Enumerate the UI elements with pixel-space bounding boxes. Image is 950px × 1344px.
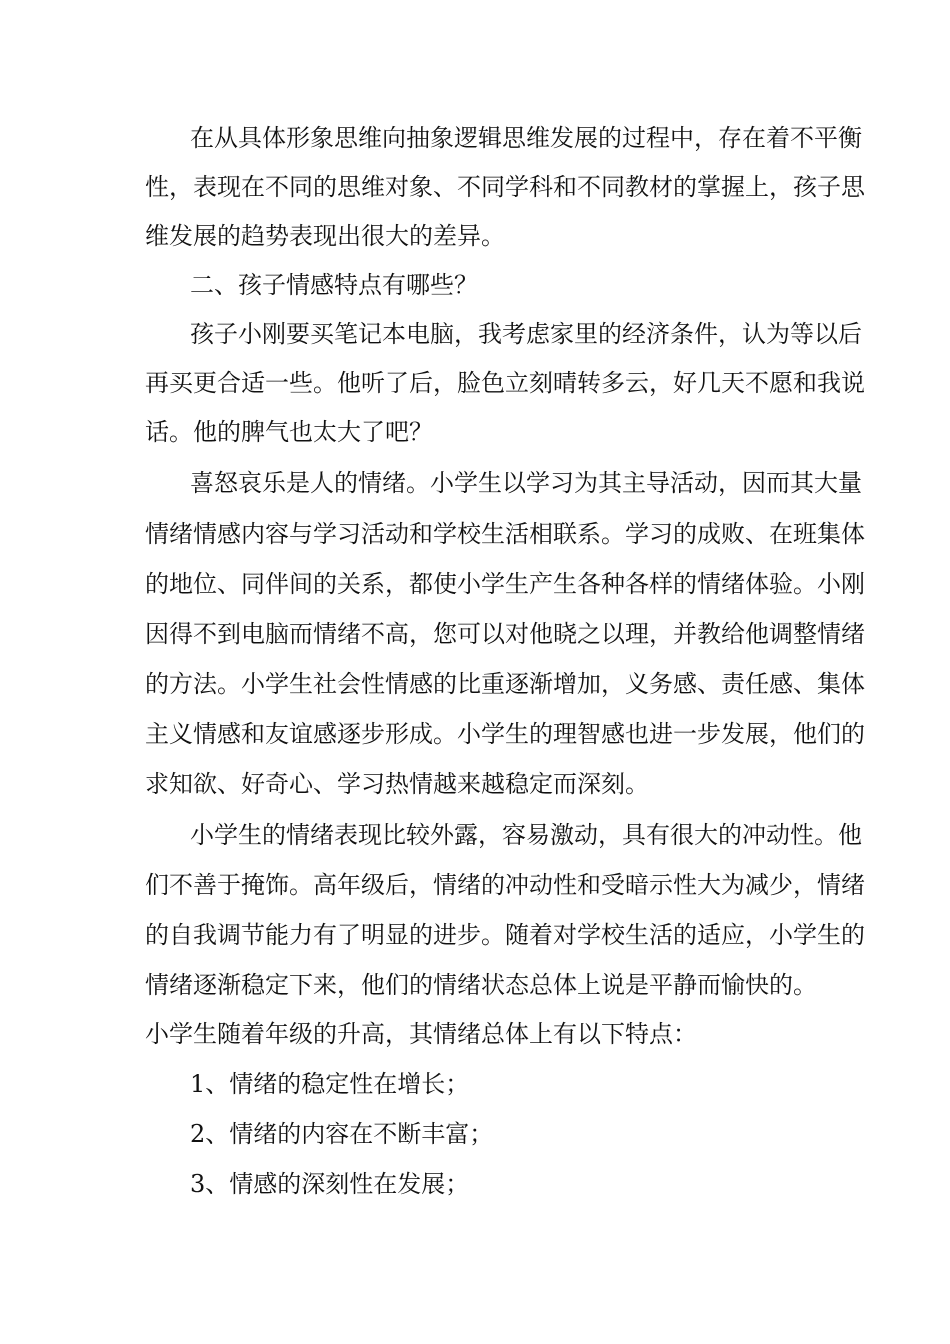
text-line: 维发展的趋势表现出很大的差异。 xyxy=(145,222,505,250)
text-line: 的地位、同伴间的关系，都使小学生产生各种各样的情绪体验。小刚 xyxy=(145,570,865,598)
text-line: 在从具体形象思维向抽象逻辑思维发展的过程中，存在着不平衡 xyxy=(190,124,862,152)
text-line: 情绪逐渐稳定下来，他们的情绪状态总体上说是平静而愉快的。 xyxy=(145,971,817,999)
text-line: 因得不到电脑而情绪不高，您可以对他晓之以理，并教给他调整情绪 xyxy=(145,620,865,648)
text-line: 们不善于掩饰。高年级后，情绪的冲动性和受暗示性大为减少，情绪 xyxy=(145,871,865,899)
text-line: 话。他的脾气也太大了吧？ xyxy=(145,418,433,446)
list-item: 2、情绪的内容在不断丰富； xyxy=(190,1120,494,1148)
text-line: 求知欲、好奇心、学习热情越来越稳定而深刻。 xyxy=(145,770,649,798)
text-line: 情绪情感内容与学习活动和学校生活相联系。学习的成败、在班集体 xyxy=(145,520,865,548)
text-line: 的方法。小学生社会性情感的比重逐渐增加，义务感、责任感、集体 xyxy=(145,670,865,698)
list-item: 3、情感的深刻性在发展； xyxy=(190,1170,470,1198)
text-line: 小学生的情绪表现比较外露，容易激动，具有很大的冲动性。他 xyxy=(190,821,862,849)
text-line: 孩子小刚要买笔记本电脑，我考虑家里的经济条件，认为等以后 xyxy=(190,320,862,348)
section-heading: 二、孩子情感特点有哪些？ xyxy=(190,271,478,299)
list-intro: 小学生随着年级的升高，其情绪总体上有以下特点： xyxy=(145,1020,697,1048)
text-line: 喜怒哀乐是人的情绪。小学生以学习为其主导活动，因而其大量 xyxy=(190,469,862,497)
list-item: 1、情绪的稳定性在增长； xyxy=(190,1070,470,1098)
text-line: 主义情感和友谊感逐步形成。小学生的理智感也进一步发展，他们的 xyxy=(145,720,865,748)
text-line: 的自我调节能力有了明显的进步。随着对学校生活的适应，小学生的 xyxy=(145,921,865,949)
text-line: 再买更合适一些。他听了后，脸色立刻晴转多云，好几天不愿和我说 xyxy=(145,369,865,397)
text-line: 性，表现在不同的思维对象、不同学科和不同教材的掌握上，孩子思 xyxy=(145,173,865,201)
